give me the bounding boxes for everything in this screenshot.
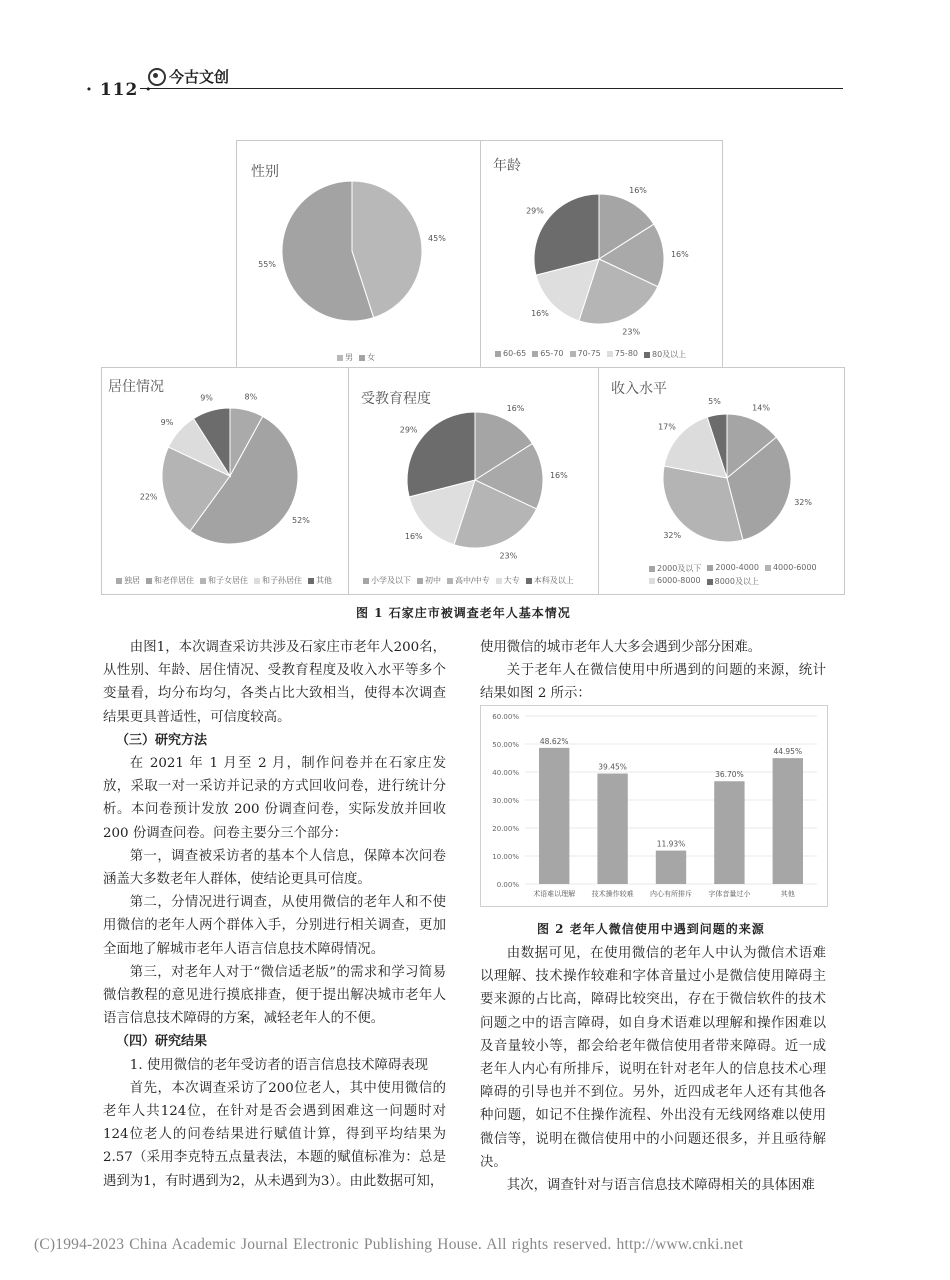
legend-label: 6000-8000 [657, 576, 701, 585]
legend-label: 65-70 [540, 349, 564, 358]
figure2-caption: 图 2 老年人微信使用中遇到问题的来源 [537, 922, 765, 936]
legend-label: 本科及以上 [533, 576, 574, 585]
copyright-footer: (C)1994-2023 China Academic Journal Electronic Publishing House. All rights reserved. http://www.cnki.net [34, 1236, 744, 1253]
section-heading: （三）研究方法 [116, 732, 208, 748]
legend-item [359, 352, 375, 363]
pie-slice-label: 14% [752, 403, 770, 413]
legend-item [363, 575, 411, 586]
paragraph: 第一，调查被采访者的基本个人信息，保障本次问卷涵盖大多数老年人群体，使结论更具可信度。 [103, 848, 446, 888]
pie-chart-title: 年龄 [493, 158, 521, 174]
legend-item [496, 575, 520, 586]
legend-swatch [200, 578, 206, 584]
pie-slice-label: 16% [506, 404, 525, 414]
legend-label: 小学及以下 [371, 576, 411, 585]
right-column-bottom [480, 942, 826, 1197]
pie-chart-education [348, 367, 600, 595]
legend-swatch [146, 578, 152, 584]
paragraph: 由数据可见，在使用微信的老年人中认为微信术语难以理解、技术操作较难和字体音量过小是微信使用障碍主要来源的占比高，障碍比较突出，存在于微信软件的技术问题之中的语言障碍，如自身术语难以理解和操作困难以及音量较小等，都会给老年微信使用者带来障碍。近一成老年人内心有所排斥，说明在针对老年人的信息技术心理障碍的引导也并不到位。另外，近四成老年人还有其他各种问题，如记不住操作流程、外出没有无线网络难以使用微信等，说明在微信使用中的小问题还很多，并且亟待解决。 [480, 946, 826, 1170]
pie-legend [363, 575, 593, 586]
legend-swatch [570, 351, 576, 357]
legend-label: 和老伴居住 [154, 576, 194, 585]
bar [597, 774, 627, 884]
y-tick-label: 20.00% [492, 825, 519, 833]
journal-logo-icon [148, 68, 166, 86]
paragraph: 由图1，本次调查采访共涉及石家庄市老年人200名，从性别、年龄、居住情况、受教育程度及收入水平等多个变量看，均分布均匀，各类占比大致相当，使得本次调查结果更具普适性，可信度较高。 [103, 640, 446, 725]
pie-slice-label: 45% [428, 233, 446, 243]
bar-value-label: 39.45% [598, 762, 627, 772]
bar-value-label: 11.93% [656, 839, 686, 849]
legend-swatch [254, 578, 260, 584]
pie-slice-label: 55% [258, 260, 276, 270]
y-tick-label: 40.00% [492, 769, 519, 777]
legend-label: 75-80 [614, 349, 638, 358]
legend-label: 70-75 [577, 349, 601, 358]
legend-item [200, 575, 248, 586]
pie-slice-label: 29% [399, 425, 418, 435]
pie-slice-label: 32% [663, 530, 682, 540]
pie-slice-label: 16% [670, 250, 689, 260]
paragraph: 1. 使用微信的老年受访者的语言信息技术障碍表现 [129, 1057, 429, 1073]
legend-swatch [532, 351, 538, 357]
legend-item [254, 575, 302, 586]
legend-swatch [649, 578, 655, 584]
pie-chart-title: 居住情况 [108, 379, 164, 395]
pie-chart-living [101, 367, 350, 595]
bar-value-label: 44.95% [773, 747, 803, 757]
bar [656, 851, 686, 884]
legend-item [707, 563, 759, 574]
y-tick-label: 30.00% [492, 797, 519, 805]
pie-chart-income [598, 367, 845, 595]
x-tick-label: 技术操作较难 [591, 890, 634, 898]
legend-swatch [644, 352, 650, 358]
pie-slice-label: 9% [200, 393, 213, 403]
legend-swatch [359, 355, 365, 361]
legend-swatch [417, 578, 423, 584]
pie-slice-label: 23% [499, 551, 518, 561]
legend-swatch [526, 578, 532, 584]
bar-value-label: 36.70% [715, 770, 744, 780]
legend-label: 60-65 [503, 349, 527, 358]
pie-legend [649, 563, 819, 587]
paragraph: 第三，对老年人对于“微信适老版”的需求和学习简易微信教程的意见进行摸底排查，便于提出解决城市老年人语言信息技术障碍的方案，减轻老年人的不便。 [103, 964, 446, 1027]
journal-header [148, 66, 229, 87]
x-tick-label: 术语难以理解 [533, 890, 576, 898]
paragraph: 关于老年人在微信使用中所遇到的问题的来源，统计结果如图 2 所示： [480, 663, 826, 702]
pie-slice-label: 52% [292, 515, 310, 525]
legend-item [337, 352, 353, 363]
legend-item [649, 563, 701, 574]
legend-item [707, 576, 759, 587]
pie-chart-title: 性别 [251, 164, 279, 180]
pie-slice-label: 23% [622, 327, 641, 337]
pie-slice-label: 29% [526, 206, 544, 216]
paragraph: 第二，分情况进行调查，从使用微信的老年人和不使用微信的老年人两个群体入手，分别进行相关调查，更加全面地了解城市老年人语言信息技术障碍情况。 [103, 895, 446, 957]
pie-chart-title: 收入水平 [611, 381, 667, 397]
pie-legend [495, 349, 716, 360]
pie-slice-label: 9% [160, 417, 174, 427]
legend-swatch [649, 566, 655, 572]
legend-swatch [496, 578, 502, 584]
paragraph: 使用微信的城市老年人大多会遇到少部分困难。 [480, 640, 762, 655]
pie-chart-title: 受教育程度 [361, 391, 431, 407]
legend-label: 4000-6000 [772, 563, 817, 572]
legend-label: 2000-4000 [715, 563, 759, 572]
pie-chart-gender [236, 140, 483, 369]
bar [539, 748, 569, 884]
pie-legend [116, 575, 343, 586]
bar [773, 758, 803, 884]
legend-item [146, 575, 194, 586]
left-column [103, 636, 446, 1193]
legend-swatch [707, 565, 713, 571]
bar-value-label: 48.62% [539, 736, 569, 746]
legend-item [495, 349, 526, 360]
paragraph: 首先，本次调查采访了200位老人，其中使用微信的老年人共124位，在针对是否会遇到困难这一问题时对124位老人的问卷结果进行赋值计算，得到平均结果为2.57（采用李克特五点量表法，本题的赋值标准为：总是遇到为1，有时遇到为2，从未遇到为3）。由此数据可知， [103, 1080, 446, 1189]
legend-label: 和子女居住 [208, 576, 248, 585]
pie-chart-age [480, 140, 723, 369]
section-heading: （四）研究结果 [116, 1034, 208, 1050]
legend-label: 女 [367, 353, 375, 362]
legend-swatch [363, 578, 369, 584]
legend-label: 80及以上 [652, 350, 687, 359]
legend-swatch [447, 578, 453, 584]
page-number: · 112 · [86, 80, 153, 100]
y-tick-label: 60.00% [492, 713, 519, 721]
pie-slice-label: 22% [139, 492, 158, 502]
bar [714, 781, 744, 884]
legend-label: 初中 [425, 576, 441, 585]
legend-label: 高中/中专 [455, 576, 490, 585]
legend-swatch [116, 578, 122, 584]
x-tick-label: 字体音量过小 [708, 890, 751, 898]
legend-swatch [495, 351, 501, 357]
legend-item [417, 575, 441, 586]
legend-swatch [308, 578, 314, 584]
legend-label: 男 [345, 353, 353, 362]
legend-label: 和子孙居住 [262, 576, 302, 585]
legend-swatch [607, 351, 613, 357]
x-tick-label: 内心有所排斥 [650, 890, 692, 898]
pie-slice-label: 16% [629, 185, 647, 195]
pie-slice-label: 5% [708, 396, 721, 406]
bar-chart-figure2 [480, 705, 828, 907]
pie-slice-label: 32% [794, 498, 812, 508]
legend-label: 其他 [316, 576, 332, 585]
legend-swatch [337, 355, 343, 361]
paragraph: 其次，调查针对与语言信息技术障碍相关的具体困难 [506, 1178, 815, 1194]
y-tick-label: 0.00% [496, 881, 519, 889]
legend-item [526, 575, 574, 586]
paragraph: 在 2021 年 1 月至 2 月，制作问卷并在石家庄发放，采取一对一采访并记录的方式回收问卷，进行统计分析。本问卷预计发放 200 份调查问卷，实际发放并回收 200 份调查问卷。问卷主要分三个部分： [103, 756, 446, 841]
legend-label: 独居 [124, 576, 140, 585]
pie-slice-label: 16% [549, 470, 568, 480]
x-tick-label: 其他 [780, 890, 795, 898]
pie-legend [337, 352, 375, 363]
pie-slice-label: 16% [531, 309, 549, 319]
y-tick-label: 10.00% [492, 853, 519, 861]
legend-item [607, 349, 638, 360]
legend-item [644, 349, 686, 360]
legend-swatch [707, 579, 713, 585]
legend-item [649, 576, 701, 587]
legend-item [532, 349, 563, 360]
pie-slice-label: 8% [244, 392, 258, 402]
legend-item [116, 575, 140, 586]
y-tick-label: 50.00% [492, 741, 519, 749]
figure1-caption: 图 1 石家庄市被调查老年人基本情况 [356, 606, 571, 620]
right-column-top [480, 636, 826, 706]
legend-item [447, 575, 490, 586]
legend-item [308, 575, 332, 586]
journal-title: 今古文创 [169, 68, 230, 86]
legend-label: 8000及以上 [714, 577, 759, 586]
pie-slice-label: 16% [404, 532, 423, 542]
legend-item [570, 349, 601, 360]
legend-item [765, 563, 817, 574]
header-rule [140, 88, 843, 89]
legend-label: 大专 [503, 576, 520, 585]
legend-swatch [765, 565, 771, 571]
legend-label: 2000及以下 [657, 564, 702, 573]
pie-slice-label: 17% [658, 422, 676, 432]
